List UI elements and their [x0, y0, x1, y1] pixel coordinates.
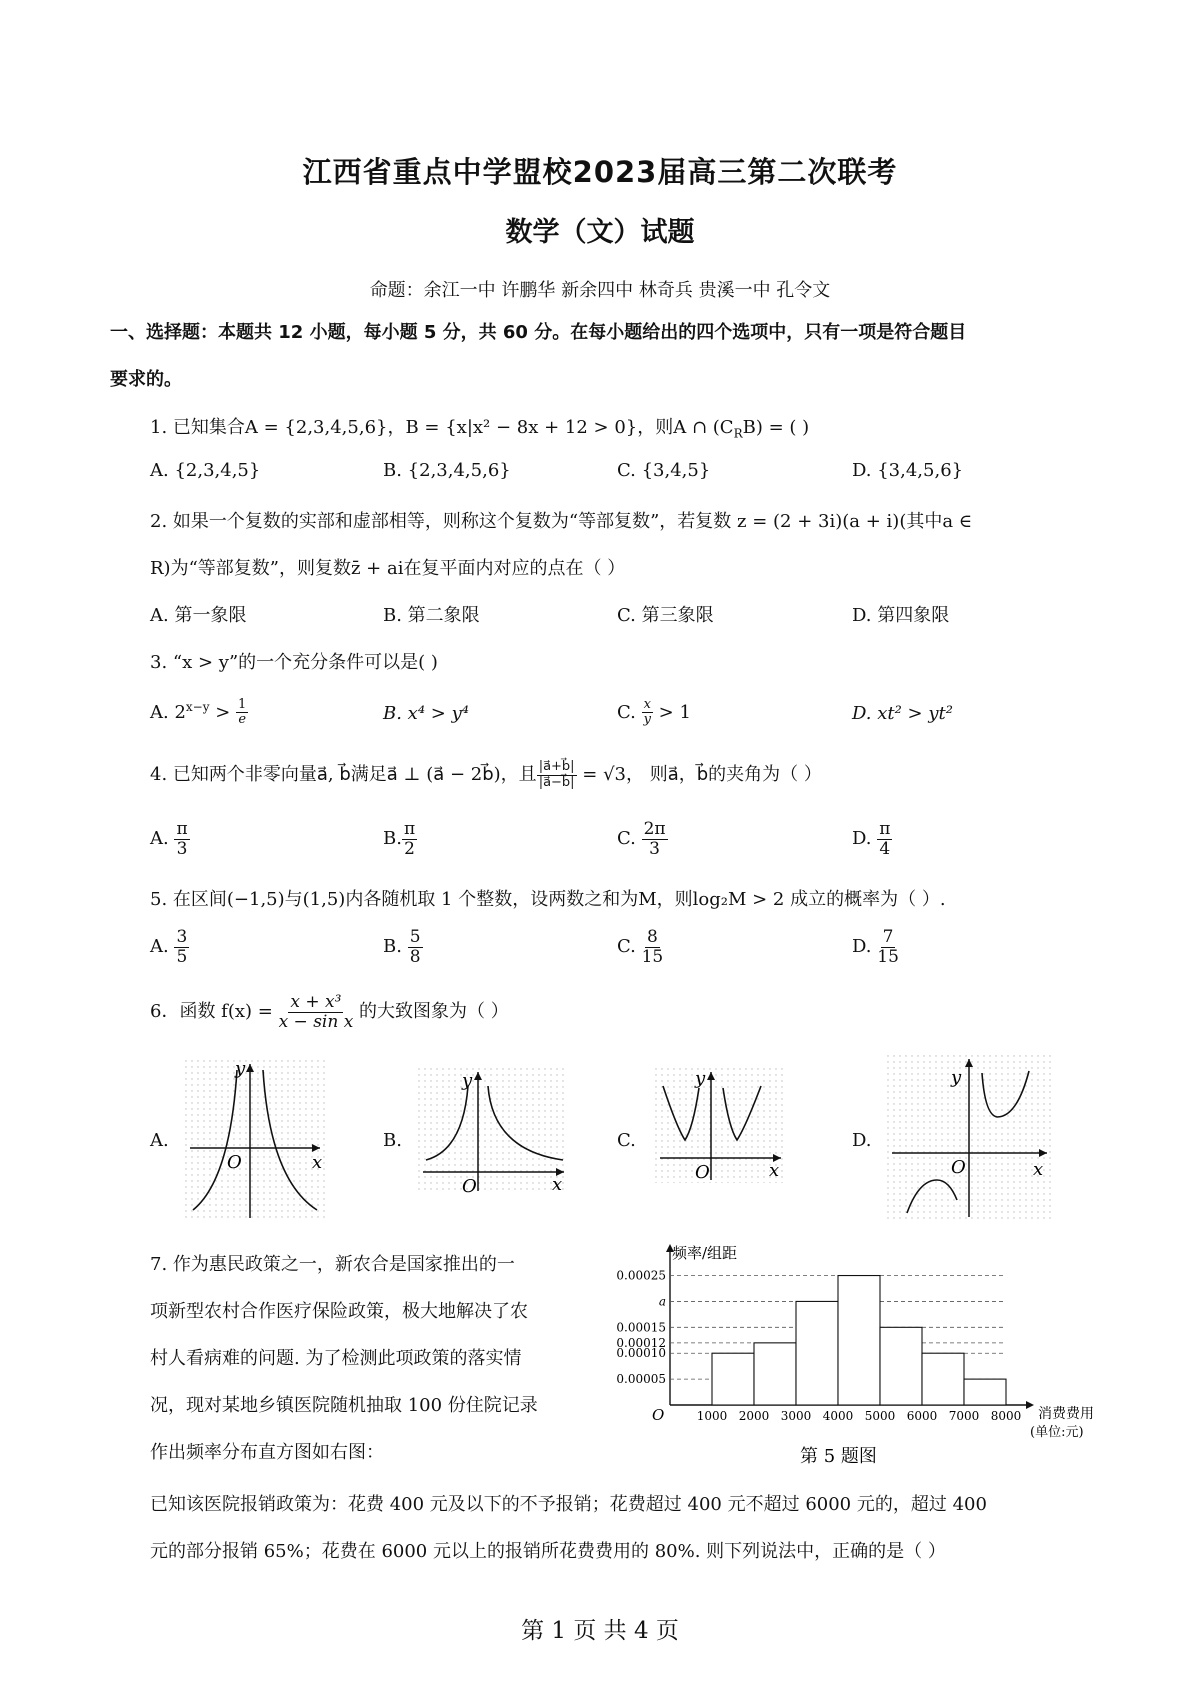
q6-label-a: A.: [150, 1130, 169, 1151]
graph-a-y-label: y: [235, 1060, 246, 1079]
q7-policy-line-1: 已知该医院报销政策为：花费 400 元及以下的不予报销；花费超过 400 元不超过 6000 元的，超过 400: [150, 1494, 987, 1515]
authors-line: 命题：余江一中 许鹏华 新余四中 林奇兵 贵溪一中 孔令文: [369, 280, 831, 301]
histogram-y-label: 频率/组距: [672, 1244, 738, 1262]
histogram-y-tick-label: a: [658, 1294, 666, 1309]
q5-option-a: A. $\frac{3}{5}$: [150, 927, 188, 967]
graph-d-origin: O: [951, 1157, 966, 1178]
question-2-line1: 2. 如果一个复数的实部和虚部相等，则称这个复数为“等部复数”，若复数 z = (2 + 3i)(a + i)(其中a ∈: [150, 511, 973, 532]
q7-policy-line-2: 元的部分报销 65%；花费在 6000 元以上的报销所花费费用的 80%. 则下列说法中，正确的是（ ）: [150, 1541, 946, 1562]
q6-label-c: C.: [617, 1130, 636, 1151]
q5-option-d: D. $\frac{7}{15}$: [852, 927, 899, 967]
histogram-x-label: 消费费用: [1038, 1406, 1094, 1422]
q7-line-1: 7. 作为惠民政策之一，新农合是国家推出的一: [150, 1254, 515, 1275]
graph-b-y-label: y: [462, 1070, 473, 1091]
graph-d-x-label: x: [1033, 1159, 1044, 1180]
graph-d-y-label: y: [951, 1067, 962, 1088]
histogram-bar: [838, 1276, 880, 1405]
question-5-stem: 5. 在区间(−1,5)与(1,5)内各随机取 1 个整数，设两数之和为M，则log₂M > 2 成立的概率为（ ）.: [150, 889, 946, 910]
histogram-y-tick-label: 0.00012: [616, 1335, 666, 1350]
q6-function-fraction: $\frac{\text{x + x³}}{\text{x − sin x}}$: [278, 992, 354, 1032]
q2-option-a: A. 第一象限: [150, 605, 247, 626]
q1-option-a: A. {2,3,4,5}: [150, 460, 261, 481]
histogram-y-tick-label: 0.00010: [616, 1346, 666, 1361]
exam-title: 江西省重点中学盟校2023届高三第二次联考: [302, 155, 898, 189]
histogram-bar: [922, 1353, 964, 1405]
histogram-bar: [964, 1379, 1006, 1405]
q7-line-2: 项新型农村合作医疗保险政策，极大地解决了农: [150, 1301, 528, 1322]
section-heading-cont: 要求的。: [110, 369, 182, 390]
q7-histogram: [600, 1240, 1100, 1480]
histogram-x-unit: (单位:元): [1030, 1425, 1084, 1440]
q3-option-c: C. $\frac{x}{y}$ > 1: [617, 697, 691, 728]
q4-option-b: B. $\frac{\pi}{2}$: [383, 819, 416, 859]
histogram-origin: O: [652, 1406, 665, 1424]
histogram-x-tick-label: 8000: [990, 1409, 1022, 1423]
q1-option-d: D. {3,4,5,6}: [852, 460, 964, 481]
histogram-x-tick-label: 5000: [864, 1409, 896, 1423]
histogram-y-tick-label: 0.00015: [616, 1320, 666, 1335]
graph-b-x-label: x: [552, 1174, 563, 1193]
q3-option-b: B. x⁴ > y⁴: [383, 703, 469, 724]
q6-graph-b: [418, 1068, 568, 1193]
q7-line-4: 况，现对某地乡镇医院随机抽取 100 份住院记录: [150, 1395, 538, 1416]
question-6-stem: 6．函数 f(x) = $\frac{\text{x + x³}}{\text{x − sin x}}$ 的大致图象为（ ）: [150, 992, 509, 1032]
q3-c-fraction: $\frac{x}{y}$: [643, 697, 651, 728]
q4-ratio-fraction: $\frac{|a⃗+b⃗|}{|a⃗-b⃗|}$: [538, 759, 575, 790]
q4-option-c: C. $\frac{2\pi}{3}$: [617, 819, 666, 859]
histogram-y-tick-label: 0.00005: [616, 1372, 666, 1387]
graph-a-x-label: x: [312, 1152, 323, 1173]
histogram-y-tick-label: 0.00025: [616, 1268, 666, 1283]
graph-a-origin: O: [227, 1152, 242, 1173]
q3-a-fraction: $\frac{1}{e}$: [238, 697, 247, 728]
histogram-x-tick-label: 1000: [696, 1409, 728, 1423]
q6-graph-d: [887, 1055, 1052, 1220]
q6-label-d: D.: [852, 1130, 872, 1151]
q6-label-b: B.: [383, 1130, 402, 1151]
histogram-x-arrow: [1026, 1401, 1034, 1409]
question-1-stem: 1. 已知集合A = {2,3,4,5,6}，B = {x|x² − 8x + 12 > 0}，则A ∩ $(C_RB)$ = ( ): [150, 417, 810, 441]
q2-option-c: C. 第三象限: [617, 605, 714, 626]
graph-c-y-label: y: [695, 1068, 706, 1089]
question-4-stem: 4. 已知两个非零向量a⃗, b⃗满足a⃗ ⊥ (a⃗ − 2b⃗)，且 $\frac{|a⃗+b⃗|}{|a⃗-b⃗|}$ = √3， 则a⃗，b⃗的夹角为（ ）: [150, 759, 822, 790]
histogram-x-tick-label: 6000: [906, 1409, 938, 1423]
q2-option-d: D. 第四象限: [852, 605, 950, 626]
q3-option-a: A. $2^{x-y}$ > $\frac{1}{e}$: [150, 697, 247, 728]
histogram-title: 第 5 题图: [800, 1446, 877, 1467]
histogram-bar: [796, 1301, 838, 1405]
histogram-x-tick-label: 3000: [780, 1409, 812, 1423]
q4-option-a: A. $\frac{\pi}{3}$: [150, 819, 188, 859]
graph-b-origin: O: [462, 1176, 477, 1193]
q6-graph-a: [185, 1060, 325, 1220]
graph-c-x-label: x: [769, 1160, 780, 1181]
q1-option-b: B. {2,3,4,5,6}: [383, 460, 511, 481]
question-3-stem: 3. “x > y”的一个充分条件可以是( ): [150, 652, 438, 673]
q3-option-d: D. xt² > yt²: [852, 703, 953, 724]
q6-graph-c: [655, 1068, 785, 1183]
q7-line-3: 村人看病难的问题. 为了检测此项政策的落实情: [150, 1348, 522, 1369]
histogram-x-tick-label: 7000: [948, 1409, 980, 1423]
q4-option-d: D. $\frac{\pi}{4}$: [852, 819, 891, 859]
section-heading: 一、选择题：本题共 12 小题，每小题 5 分，共 60 分。在每小题给出的四个选项中，只有一项是符合题目: [110, 322, 967, 343]
histogram-bar: [880, 1327, 922, 1405]
question-2-line2: R)为“等部复数”，则复数z̄ + ai在复平面内对应的点在（ ）: [150, 558, 626, 579]
histogram-x-tick-label: 4000: [822, 1409, 854, 1423]
q5-option-c: C. $\frac{8}{15}$: [617, 927, 664, 967]
q2-option-b: B. 第二象限: [383, 605, 480, 626]
q7-line-5: 作出频率分布直方图如右图：: [150, 1442, 384, 1463]
q5-option-b: B. $\frac{5}{8}$: [383, 927, 421, 967]
histogram-x-tick-label: 2000: [738, 1409, 770, 1423]
histogram-bar: [754, 1343, 796, 1405]
page-footer: 第 1 页 共 4 页: [521, 1618, 679, 1644]
q1-option-c: C. {3,4,5}: [617, 460, 711, 481]
graph-c-origin: O: [695, 1162, 710, 1183]
histogram-bar: [712, 1353, 754, 1405]
exam-subtitle: 数学（文）试题: [505, 217, 695, 248]
